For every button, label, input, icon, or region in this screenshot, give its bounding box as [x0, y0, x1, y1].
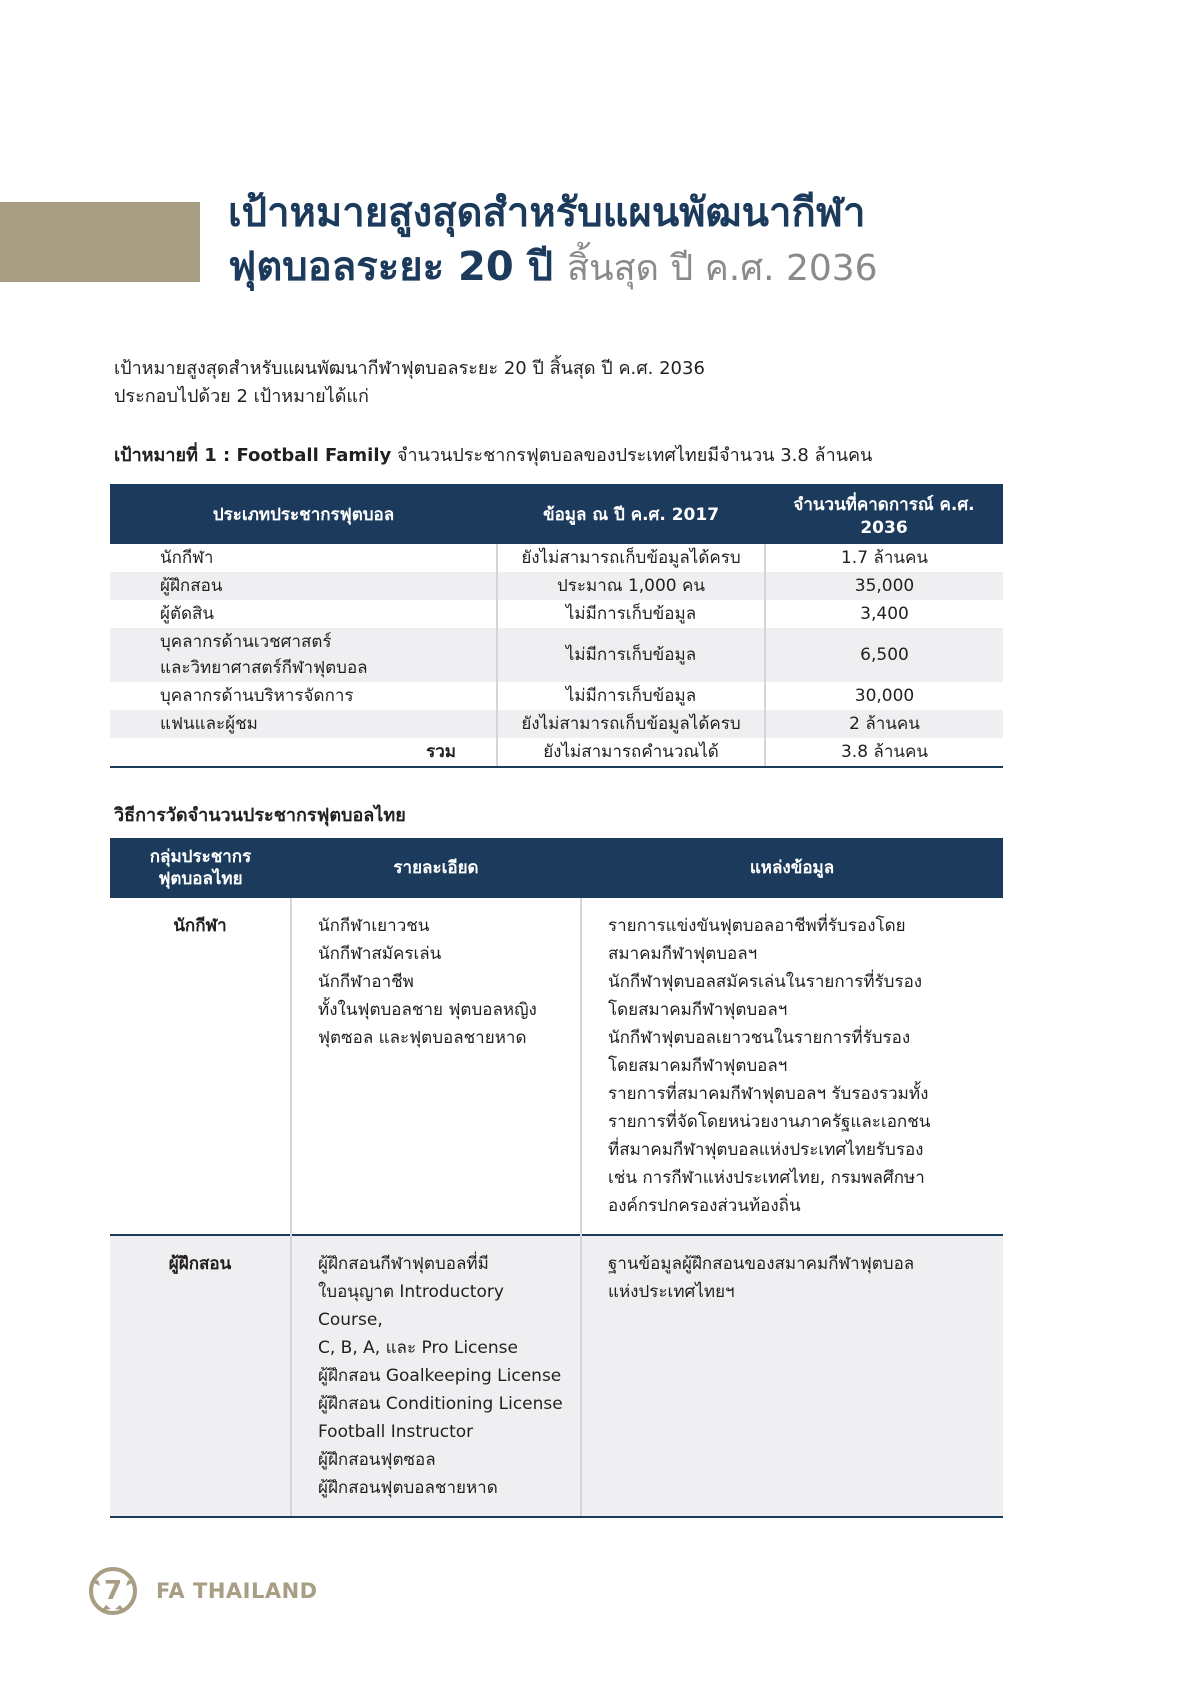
header-line: ฟุตบอลไทย — [158, 869, 243, 889]
page-number: 7 — [103, 1576, 123, 1606]
detail-line: ผู้ฝึกสอน Conditioning License — [318, 1394, 563, 1414]
cell-type: บุคลากรด้านบริหารจัดการ — [160, 686, 354, 706]
table-header-row — [110, 838, 1003, 898]
source-line: องค์กรปกครองส่วนท้องถิ่น — [608, 1196, 801, 1216]
cell-2036: 35,000 — [765, 572, 1003, 600]
cell-source — [581, 1235, 1003, 1517]
detail-line: ผู้ฝึกสอนฟุตซอล — [318, 1450, 436, 1470]
total-label: รวม — [110, 738, 497, 767]
cell-type — [110, 628, 497, 682]
football-population-table — [110, 484, 1003, 768]
source-line: รายการที่จัดโดยหน่วยงานภาครัฐและเอกชน — [608, 1112, 931, 1132]
goal-1-label: เป้าหมายที่ 1 : Football Family — [114, 445, 392, 466]
total-2017: ยังไม่สามารถคำนวณได้ — [497, 738, 765, 767]
table-row — [110, 898, 1003, 1235]
detail-line: นักกีฬาเยาวชน — [318, 916, 430, 936]
goal-1-heading — [114, 440, 872, 469]
detail-line: ใบอนุญาต Introductory Course, — [318, 1282, 504, 1330]
cell-2017: ประมาณ 1,000 คน — [497, 572, 765, 600]
table-row — [110, 682, 1003, 710]
source-line: แห่งประเทศไทยฯ — [608, 1282, 735, 1302]
cell-2017: ยังไม่สามารถเก็บข้อมูลได้ครบ — [497, 544, 765, 572]
title-accent-bar — [0, 202, 200, 282]
cell-2036: 1.7 ล้านคน — [840, 548, 929, 568]
source-line: ฐานข้อมูลผู้ฝึกสอนของสมาคมกีฬาฟุตบอล — [608, 1254, 915, 1274]
cell-type-line: และวิทยาศาสตร์กีฬาฟุตบอล — [160, 658, 368, 678]
detail-line: Football Instructor — [318, 1422, 474, 1442]
cell-type: แฟนและผู้ชม — [110, 710, 497, 738]
detail-line: ผู้ฝึกสอน Goalkeeping License — [318, 1366, 562, 1386]
source-line: นักกีฬาฟุตบอลเยาวชนในรายการที่รับรอง — [608, 1028, 911, 1048]
title-line-2-main: ฟุตบอลระยะ 20 ปี — [228, 244, 554, 290]
cell-2036: 2 ล้านคน — [765, 710, 1003, 738]
goal-1-text: จำนวนประชากรฟุตบอลของประเทศไทยมีจำนวน 3.8 ล้านคน — [396, 445, 873, 466]
fa-thailand-wordmark: FA THAILAND — [156, 1579, 318, 1603]
header-line: กลุ่มประชากร — [149, 847, 252, 867]
source-line: สมาคมกีฬาฟุตบอลฯ — [608, 944, 758, 964]
intro-line: ประกอบไปด้วย 2 เป้าหมายได้แก่ — [114, 386, 369, 407]
table-row — [110, 544, 1003, 572]
source-line: นักกีฬาฟุตบอลสมัครเล่นในรายการที่รับรอง — [608, 972, 923, 992]
cell-detail — [291, 1235, 581, 1517]
column-header-group — [110, 838, 291, 898]
table-row — [110, 1235, 1003, 1517]
cell-source — [581, 898, 1003, 1235]
cell-2036: 6,500 — [765, 628, 1003, 682]
column-header-source: แหล่งข้อมูล — [581, 838, 1003, 898]
intro-line: เป้าหมายสูงสุดสำหรับแผนพัฒนากีฬาฟุตบอลระยะ 20 ปี สิ้นสุด ปี ค.ศ. 2036 — [114, 358, 705, 379]
table-row — [110, 572, 1003, 600]
cell-2017: ไม่มีการเก็บข้อมูล — [497, 628, 765, 682]
detail-line: นักกีฬาสมัครเล่น — [318, 944, 442, 964]
intro-paragraph — [114, 355, 705, 411]
title-line-2-sub: สิ้นสุด ปี ค.ศ. 2036 — [567, 248, 878, 289]
source-line: รายการที่สมาคมกีฬาฟุตบอลฯ รับรองรวมทั้ง — [608, 1084, 929, 1104]
table-row — [110, 710, 1003, 738]
page-number-badge — [88, 1566, 138, 1616]
cell-2017: ไม่มีการเก็บข้อมูล — [497, 600, 765, 628]
source-line: โดยสมาคมกีฬาฟุตบอลฯ — [608, 1000, 788, 1020]
source-line: โดยสมาคมกีฬาฟุตบอลฯ — [608, 1056, 788, 1076]
page-footer — [88, 1566, 318, 1616]
source-line: ที่สมาคมกีฬาฟุตบอลแห่งประเทศไทยรับรอง — [608, 1140, 924, 1160]
table-total-row — [110, 738, 1003, 767]
detail-line: ผู้ฝึกสอนกีฬาฟุตบอลที่มี — [318, 1254, 489, 1274]
table-header-row — [110, 484, 1003, 544]
page-title — [228, 186, 878, 296]
column-header-2036: จำนวนที่คาดการณ์ ค.ศ. 2036 — [765, 484, 1003, 544]
method-section-title: วิธีการวัดจำนวนประชากรฟุตบอลไทย — [114, 805, 406, 826]
column-header-type: ประเภทประชากรฟุตบอล — [110, 484, 497, 544]
detail-line: C, B, A, และ Pro License — [318, 1338, 518, 1358]
table-row — [110, 628, 1003, 682]
cell-type: ผู้ตัดสิน — [160, 604, 215, 624]
column-header-detail: รายละเอียด — [291, 838, 581, 898]
cell-group: ผู้ฝึกสอน — [110, 1235, 291, 1517]
cell-2017: ยังไม่สามารถเก็บข้อมูลได้ครบ — [497, 710, 765, 738]
table-row — [110, 600, 1003, 628]
source-line: รายการแข่งขันฟุตบอลอาชีพที่รับรองโดย — [608, 916, 906, 936]
detail-line: ฟุตซอล และฟุตบอลชายหาด — [318, 1028, 527, 1048]
column-header-2017: ข้อมูล ณ ปี ค.ศ. 2017 — [497, 484, 765, 544]
detail-line: ทั้งในฟุตบอลชาย ฟุตบอลหญิง — [318, 1000, 537, 1020]
cell-type: นักกีฬา — [160, 548, 214, 568]
source-line: เช่น การกีฬาแห่งประเทศไทย, กรมพลศึกษา — [608, 1168, 925, 1188]
cell-2017: ไม่มีการเก็บข้อมูล — [497, 682, 765, 710]
detail-line: ผู้ฝึกสอนฟุตบอลชายหาด — [318, 1478, 498, 1498]
cell-2036: 30,000 — [854, 686, 915, 706]
cell-type-line: บุคลากรด้านเวชศาสตร์ — [160, 632, 332, 652]
detail-line: นักกีฬาอาชีพ — [318, 972, 414, 992]
title-line-1: เป้าหมายสูงสุดสำหรับแผนพัฒนากีฬา — [228, 190, 866, 236]
measurement-method-table — [110, 838, 1003, 1518]
total-2036: 3.8 ล้านคน — [765, 738, 1003, 767]
cell-type: ผู้ฝึกสอน — [110, 572, 497, 600]
cell-2036: 3,400 — [860, 604, 909, 624]
title-line-2 — [228, 240, 878, 296]
cell-detail — [291, 898, 581, 1235]
cell-group: นักกีฬา — [173, 916, 227, 936]
